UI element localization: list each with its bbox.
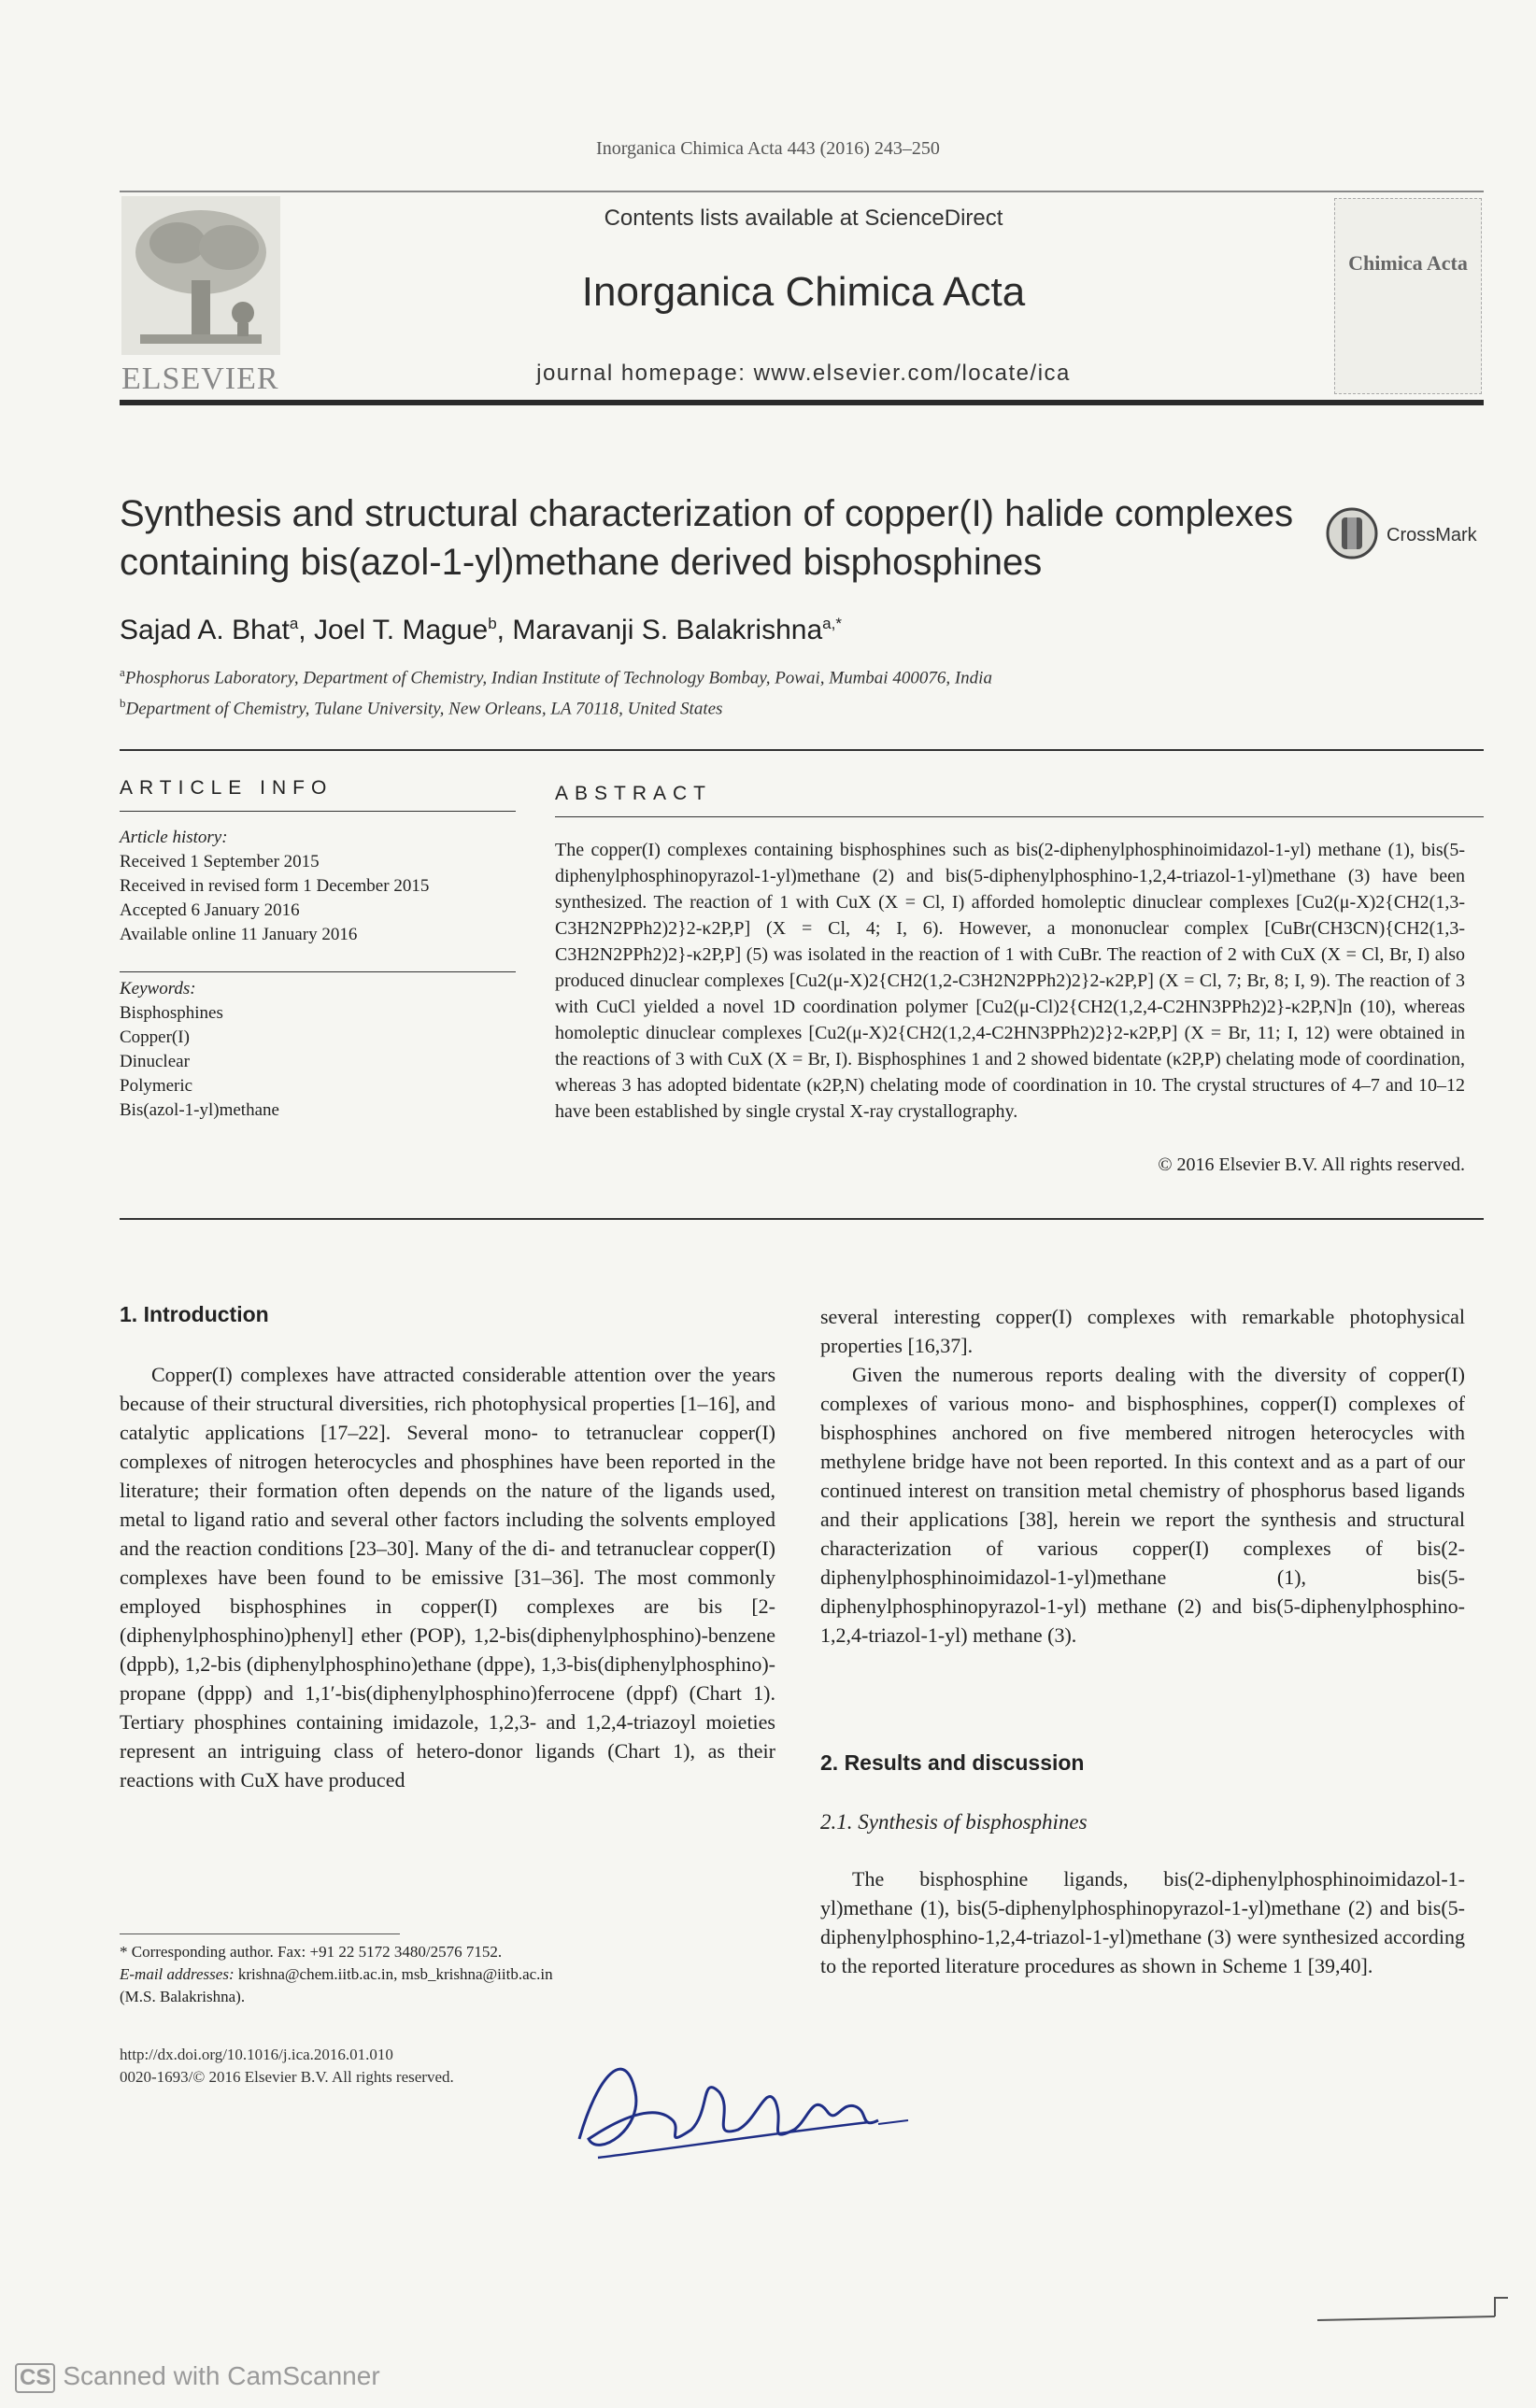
section-heading-introduction: 1. Introduction bbox=[120, 1302, 269, 1326]
scan-edge-mark bbox=[1308, 2288, 1514, 2326]
crossmark-label: CrossMark bbox=[1387, 525, 1477, 545]
author-affil-mark: a,* bbox=[822, 615, 842, 632]
keyword-item: Polymeric bbox=[120, 1076, 193, 1096]
history-item: Received in revised form 1 December 2015 bbox=[120, 876, 430, 896]
paragraph: several interesting copper(I) complexes with remarkable photophysical properties [16,37]. bbox=[820, 1305, 1465, 1357]
subsection-heading-synthesis: 2.1. Synthesis of bisphosphines bbox=[820, 1810, 1088, 1834]
paper-title bbox=[120, 489, 1316, 587]
affiliations bbox=[120, 659, 1334, 722]
synthesis-paragraph bbox=[820, 1864, 1465, 1980]
author-affil-mark: b bbox=[488, 615, 497, 632]
corresponding-footnote bbox=[120, 1941, 792, 2008]
paper-title-line-2: containing bis(azol-1-yl)methane derived bisphosphines bbox=[120, 542, 1043, 583]
author-name[interactable]: Maravanji S. Balakrishna bbox=[512, 615, 823, 645]
issn-copyright: 0020-1693/© 2016 Elsevier B.V. All rights reserved. bbox=[120, 2068, 454, 2086]
right-column-text bbox=[820, 1302, 1465, 1650]
author-affil-mark: a bbox=[289, 615, 299, 632]
elsevier-wordmark: ELSEVIER bbox=[121, 361, 279, 396]
cover-title: Chimica Acta bbox=[1348, 251, 1468, 275]
divider bbox=[120, 811, 516, 812]
keywords-label: Keywords: bbox=[120, 979, 196, 999]
email-owner: (M.S. Balakrishna). bbox=[120, 1988, 246, 2005]
introduction-paragraph bbox=[120, 1360, 775, 1794]
camscanner-watermark bbox=[15, 2361, 380, 2399]
paragraph: Given the numerous reports dealing with the diversity of copper(I) complexes of various mono- and bisphosphines, copper(I) complexes of bisphosphines anchored on five membered nitrogen heterocycles with methylene bridge have not been reported. In this context and as a part of our continued interest on transition metal chemistry of phosphorus based ligands and their applications [38], herein we report the synthesis and structural characterization of various copper(I) complexes of bis(2-diphenylphosphinoimidazol-1-yl)methane (1), bis(5-diphenylphosphinopyrazol-1-yl) methane (2) and bis(5-diphenylphosphino-1,2,4-triazol-1-yl) methane (3). bbox=[820, 1363, 1465, 1647]
crossmark-icon bbox=[1325, 506, 1379, 560]
divider bbox=[120, 1218, 1484, 1220]
keyword-item: Dinuclear bbox=[120, 1052, 190, 1071]
history-label: Article history: bbox=[120, 828, 228, 847]
journal-title: Inorganica Chimica Acta bbox=[581, 269, 1026, 315]
abstract-heading: ABSTRACT bbox=[555, 783, 713, 804]
keywords bbox=[120, 977, 475, 1123]
affiliation-item: $^a$Phosphorus Laboratory, Department of Chemistry, Indian Institute of Technology Bombay, Powai, Mumbai 400076, India bbox=[120, 665, 992, 688]
divider bbox=[555, 816, 1484, 817]
history-item: Received 1 September 2015 bbox=[120, 852, 320, 871]
keyword-item: Bisphosphines bbox=[120, 1003, 223, 1023]
journal-citation: Inorganica Chimica Acta 443 (2016) 243–250 bbox=[596, 138, 940, 159]
handwritten-signature bbox=[561, 2036, 934, 2176]
article-history bbox=[120, 826, 475, 947]
contents-line: Contents lists available at ScienceDirect bbox=[604, 205, 1003, 231]
keyword-item: Copper(I) bbox=[120, 1027, 190, 1047]
paragraph: The bisphosphine ligands, bis(2-diphenylphosphinoimidazol-1-yl)methane (1), bis(5-diphenylphosphinopyrazol-1-yl)methane (2) and bis(5-diphenylphosphino-1,2,4-triazol-1-yl)methane (3) were synthesized according to the reported literature procedures as shown in Scheme 1 [39,40]. bbox=[820, 1867, 1465, 1977]
journal-homepage[interactable]: journal homepage: www.elsevier.com/locate/ica bbox=[536, 361, 1071, 386]
history-item: Available online 11 January 2016 bbox=[120, 925, 358, 944]
email-label: E-mail addresses: bbox=[120, 1965, 235, 1983]
author-name[interactable]: Sajad A. Bhat bbox=[120, 615, 290, 645]
paper-title-line-1: Synthesis and structural characterization of copper(I) halide complexes bbox=[120, 493, 1294, 534]
author-list: Sajad A. Bhat$^a$, Joel T. Mague$^b$, Maravanji S. Balakrishna$^{a,*}$ bbox=[120, 615, 842, 645]
elsevier-tree-icon bbox=[121, 196, 280, 355]
header-top-rule bbox=[120, 191, 1484, 192]
abstract-copyright: © 2016 Elsevier B.V. All rights reserved. bbox=[1158, 1154, 1465, 1175]
elsevier-logo bbox=[121, 196, 280, 396]
affiliation-item: $^b$Department of Chemistry, Tulane University, New Orleans, LA 70118, United States bbox=[120, 696, 723, 719]
camscanner-logo-icon: CS bbox=[15, 2363, 55, 2393]
divider bbox=[120, 971, 516, 972]
abstract-body: The copper(I) complexes containing bisphosphines such as bis(2-diphenylphosphinoimidazol-1-yl) methane (1), bis(5-diphenylphosphinopyrazol-1-yl)methane (2) and bis(5-diphenylphosphino-1,2,4-triazol-1-yl)methane (3) have been synthesized. The reaction of 1 with CuX (X = Cl, I) afforded homoleptic dinuclear complexes [Cu2(μ-X)2{CH2(1,3-C3H2N2PPh2)2}2-κ2P,P] (X = Cl, 4; I, 6). However, a mononuclear complex [CuBr(CH3CN){CH2(1,3-C3H2N2PPh2)2}-κ2P,P] (5) was isolated in the reaction of 1 with CuBr. The reaction of 2 with CuX (X = Cl, Br, I) also produced dinuclear complexes [Cu2(μ-X)2{CH2(1,2-C3H2N2PPh2)2}2-κ2P,P] (X = Cl, 7; Br, 8; I, 9). The reaction of 3 with CuCl yielded a novel 1D coordination polymer [Cu2(μ-Cl)2{CH2(1,2,4-C2HN3PPh2)2}-κ2P,N]n (10), whereas homoleptic dinuclear complexes [Cu2(μ-X)2{CH2(1,2,4-C2HN3PPh2)2}2-κ2P,P] (X = Br, 11; I, 12) were obtained in the reactions of 3 with CuX (X = Br, I). Bisphosphines 1 and 2 showed bidentate (κ2P,P) chelating mode of coordination, whereas 3 has adopted bidentate (κ2P,N) chelating mode of coordination in 10. The crystal structures of 4–7 and 10–12 have been established by single crystal X-ray crystallography. bbox=[555, 840, 1465, 1122]
camscanner-text: Scanned with CamScanner bbox=[63, 2361, 380, 2390]
doi-link[interactable]: http://dx.doi.org/10.1016/j.ica.2016.01.010 bbox=[120, 2046, 393, 2063]
email-addresses[interactable]: krishna@chem.iitb.ac.in, msb_krishna@iitb.ac.in bbox=[237, 1965, 553, 1983]
author-name[interactable]: Joel T. Mague bbox=[313, 615, 489, 645]
divider bbox=[120, 749, 1484, 751]
keyword-item: Bis(azol-1-yl)methane bbox=[120, 1100, 279, 1120]
footnote-rule bbox=[120, 1933, 400, 1934]
article-info-heading: ARTICLE INFO bbox=[120, 777, 334, 799]
history-item: Accepted 6 January 2016 bbox=[120, 900, 300, 920]
journal-cover-thumbnail bbox=[1334, 198, 1482, 394]
corresponding-author: * Corresponding author. Fax: +91 22 5172 3480/2576 7152. bbox=[120, 1943, 503, 1961]
crossmark-badge[interactable] bbox=[1325, 506, 1493, 566]
section-heading-results: 2. Results and discussion bbox=[820, 1750, 1085, 1775]
paragraph: Copper(I) complexes have attracted considerable attention over the years because of their structural diversities, rich photophysical properties [1–16], and catalytic applications [17–22]. Several mono- to tetranuclear copper(I) complexes of nitrogen heterocycles and phosphines have been reported in the literature; their formation often depends on the nature of the ligands used, metal to ligand ratio and several other factors including the solvents employed and the reaction conditions [23–30]. Many of the di- and tetranuclear copper(I) complexes have been found to be emissive [31–36]. The most commonly employed bisphosphines in copper(I) complexes are bis [2-(diphenylphosphino)phenyl] ether (POP), 1,2-bis(diphenylphosphino)-benzene (dppb), 1,2-bis (diphenylphosphino)ethane (dppe), 1,3-bis(diphenylphosphino)-propane (dppp) and 1,1′-bis(diphenylphosphino)ferrocene (dppf) (Chart 1). Tertiary phosphines containing imidazole, 1,2,3- and 1,2,4-triazoyl moieties represent an intriguing class of hetero-donor ligands (Chart 1), as their reactions with CuX have produced bbox=[120, 1363, 775, 1792]
header-bottom-rule bbox=[120, 400, 1484, 405]
